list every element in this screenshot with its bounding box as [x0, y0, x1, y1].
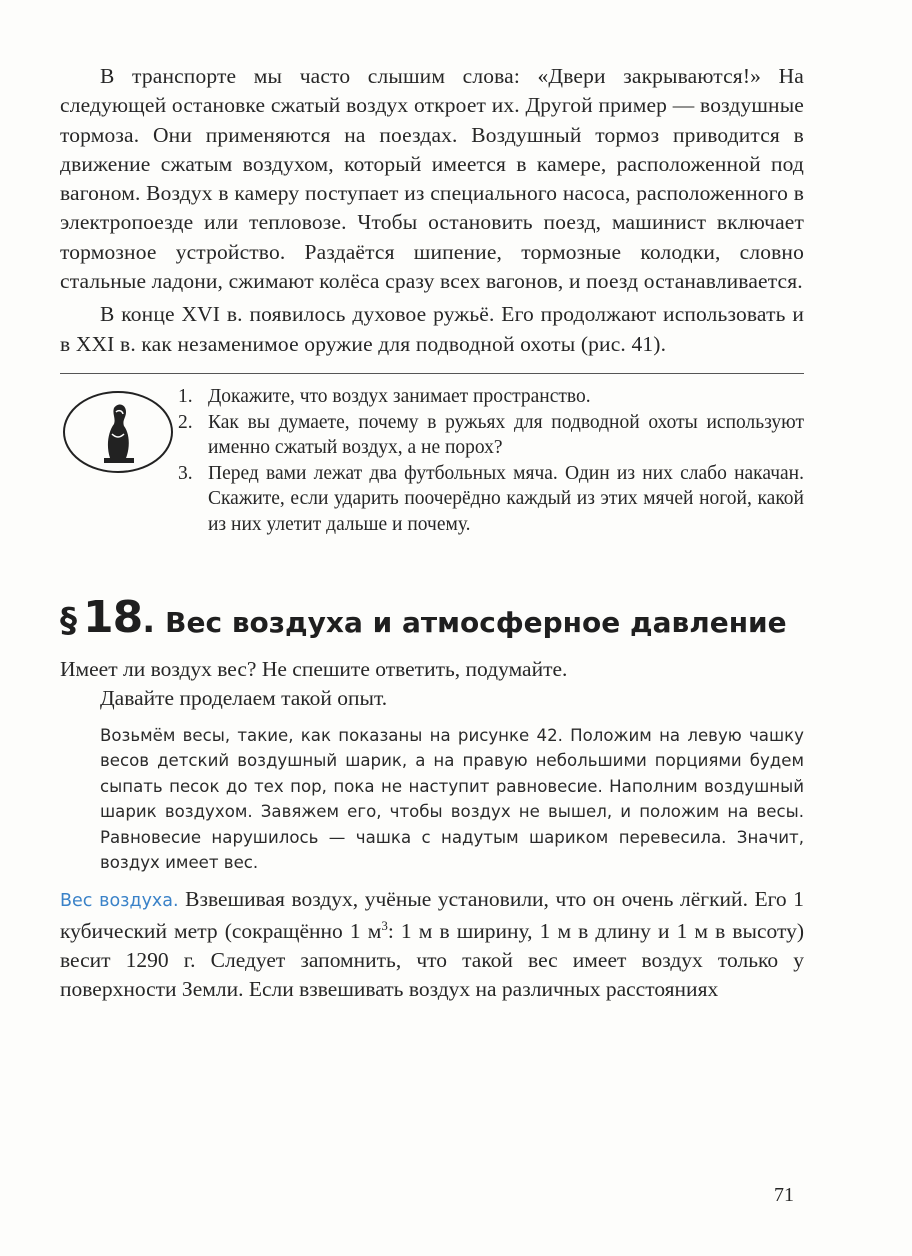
- question-3: [178, 461, 804, 538]
- experiment-text: Возьмём весы, такие, как показаны на рисунке 42. Положим на левую чашку весов детский воздушный шарик, а на правую небольшими порциями будем сыпать песок до тех пор, пока не наступит равновесие. Наполним воздушный шарик воздухом. Завяжем его, чтобы воздух не вышел, и положим на весы. Равновесие нарушилось — чашка с надутым шариком перевесила. Значит, воздух имеет вес.: [100, 725, 804, 872]
- section-number: 18: [83, 591, 143, 643]
- question-text: Как вы думаете, почему в ружьях для подводной охоты используют именно сжатый воздух, а не порох?: [208, 411, 804, 459]
- air-weight-text-cont: : 1 м в ширину, 1 м в длину и 1 м в высоту) весит 1290 г. Следует запомнить, что такой вес имеет воздух только у поверхности Земли. Если взвешивать воздух на различных расстояниях: [60, 918, 805, 1002]
- paragraph-air-gun: В конце XVI в. появилось духовое ружьё. Его продолжают использовать и в XXI в. как незаменимое оружие для подводной охоты (рис. 41).: [60, 302, 804, 356]
- page-number: 71: [774, 1184, 794, 1206]
- question-2: [178, 410, 804, 461]
- question-number: 2.: [178, 411, 193, 433]
- cubic-superscript: 3: [381, 917, 388, 933]
- section-heading: [60, 592, 804, 643]
- air-weight-keyword: Вес воздуха.: [60, 891, 179, 912]
- section-sign: §: [60, 600, 77, 641]
- section-dot: .: [142, 600, 156, 641]
- questions-block: [60, 384, 804, 562]
- question-number: 3.: [178, 462, 193, 484]
- intro-question: [60, 655, 804, 713]
- intro-line-2: Давайте проделаем такой опыт.: [100, 685, 388, 710]
- section-title: Вес воздуха и атмосферное давление: [165, 605, 787, 639]
- paragraph-transport: В транспорте мы часто слышим слова: «Двери закрываются!» На следующей остановке сжатый воздух откроет их. Другой пример — воздушные тормоза. Они применяются на поездах. Воздушный тормоз приводится в движение сжатым воздухом, который имеется в камере, расположенной под вагоном. Воздух в камеру поступает из специального насоса, расположенного в электропоезде или тепловозе. Чтобы остановить поезд, машинист включает тормозное устройство. Раздаётся шипение, тормозные колодки, словно стальные ладони, сжимают колёса сразу всех вагонов, и поезд останавливается.: [60, 64, 804, 294]
- divider-line: [60, 373, 804, 374]
- questions-list: [178, 384, 804, 538]
- question-number: 1.: [178, 385, 193, 407]
- intro-line-1: Имеет ли воздух вес? Не спешите ответить, подумайте.: [60, 656, 568, 681]
- question-1: [178, 384, 804, 410]
- air-weight-text: Взвешивая воздух, учёные установили, что он очень лёгкий. Его 1 кубический метр (сокращённо 1 м: [60, 887, 805, 943]
- question-text: Докажите, что воздух занимает пространство.: [208, 385, 591, 407]
- question-text: Перед вами лежат два футбольных мяча. Один из них слабо накачан. Скажите, если ударить поочерёдно каждый из этих мячей ногой, какой из них улетит дальше и почему.: [208, 462, 804, 535]
- thinking-figure-icon: [60, 388, 176, 474]
- page-content: [60, 62, 804, 1005]
- air-weight-paragraph: [60, 885, 804, 1004]
